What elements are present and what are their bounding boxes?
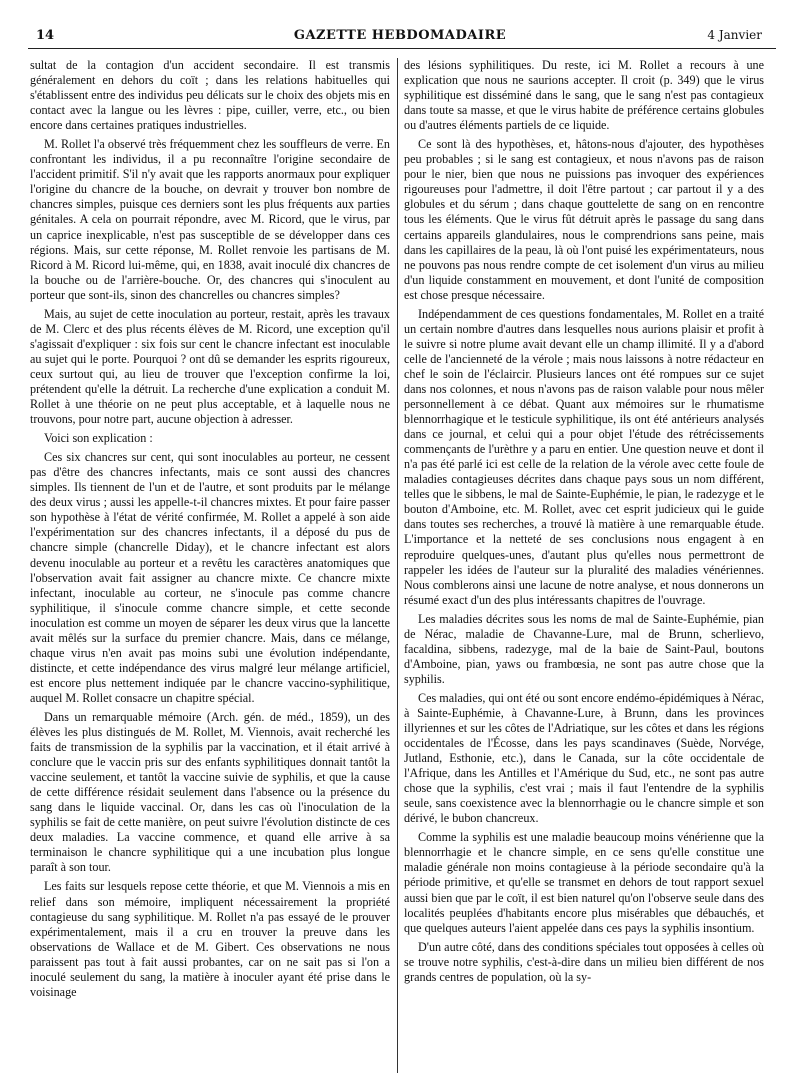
paragraph: Indépendamment de ces questions fondamentales, M. Rollet en a traité un certain nombre d'autres dans lesquelles nous aurions plaisir et profit à le suivre si notre plume avait devant elle un champ illimité. Il y a d'abord celle de l'ancienneté de la vérole ; mais nous laissons à notre rédacteur en chef le soin de l'éclaircir. Plusieurs lances ont été rompues sur ce sujet dans nos colonnes, et nous n'avons pas de raison valable pour nous mêler personnellement à ce débat. Quant aux mémoires sur le rhumatisme blennorrhagique et le testicule syphilitique, ils ont été antérieurs analysés dans ce journal, et celui qui a pour objet l'étude des rétrécissements commençants de l'urèthre y a paru en entier. Une question neuve et dont il n'a pas été parlé ici est celle de la relation de la vérole avec cette foule de maladies contagieuses décrites dans chaque pays sous un nom différent, telles que le sibbens, le mal de Sainte-Euphémie, le pian, le radezyge et le bouton d'Amboine, etc. M. Rollet, avec cet esprit judicieux qui le guide dans toutes ses recherches, a trouvé là matière à une remarquable étude. L'importance et la netteté de ses conclusions nous engagent à en reproduire quelques-unes, d'autant plus qu'elles nous permettront de rappeler les idées de l'auteur sur la pluralité des maladies vénériennes. Nous comblerons ainsi une lacune de notre analyse, et nous donnerons un résumé exact d'un des plus intéressants chapitres de l'ouvrage. bbox=[404, 306, 764, 607]
paragraph: Ces six chancres sur cent, qui sont inoculables au porteur, ne cessent pas d'être des chancres infectants, mais ce sont aussi des chancres simples. Ils tiennent de l'un et de l'autre, et sont produits par le mélange des deux virus ; aussi les appelle-t-il chancres mixtes. Et pour faire passer son hypothèse à l'état de vérité confirmée, M. Rollet a appelé à son aide l'expérimentation sur des chancres infectants, il a déposé du pus de chancre simple (chancrelle Diday), et le chancre infectant est alors devenu inoculable au porteur et a revêtu les caractères anatomiques que l'observation avait fait assigner au chancre mixte. Ce chancre mixte infectant, inoculable au corteur, ne s'inocule pas comme chancre syphilitique, il s'inocule comme chancre simple, et cette seconde inoculation est comme un moyen de séparer les deux virus que la lancette avait mêlés sur la surface du premier chancre. Mais, dans ce mélange, chaque virus n'en avait pas moins subi une évolution indépendante, distincte, et cette indépendance des virus malgré leur mélange artificiel, est encore plus nettement indiquée par le chancre vaccino-syphilitique, auquel M. Rollet consacre un chapitre spécial. bbox=[30, 450, 390, 705]
left-column bbox=[30, 58, 390, 1078]
paragraph: sultat de la contagion d'un accident secondaire. Il est transmis généralement en dehors du coït ; dans les relations habituelles qui s'établissent entre des individus peu délicats sur le choix des objets mis en contact avec la langue ou les lèvres : pipe, cuiller, verre, etc., ou bien encore dans certaines pratiques industrielles. bbox=[30, 58, 390, 133]
header-rule bbox=[28, 48, 776, 49]
paragraph: Les faits sur lesquels repose cette théorie, et que M. Viennois a mis en relief dans son mémoire, impliquent nécessairement la propriété contagieuse du sang syphilitique. M. Rollet n'a pas essayé de le prouver expérimentalement, mais il a cru en trouver la preuve dans les observations de Wallace et de M. Gibert. Ces observations ne nous paraissent pas tout à fait aussi probantes, car on ne sait pas si l'on a inoculé seulement du sang, la matière à inoculer ayant été prise dans le voisinage bbox=[30, 879, 390, 999]
issue-date: 4 Janvier bbox=[707, 28, 762, 42]
journal-title: GAZETTE HEBDOMADAIRE bbox=[293, 28, 507, 43]
paragraph: Ce sont là des hypothèses, et, hâtons-nous d'ajouter, des hypothèses peu probables ; si le sang est contagieux, et nous n'avons pas de raison pour le nier, bien que nous ne puissions pas invoquer des expériences rigoureuses pour l'admettre, il doit l'être partout ; car partout il y a des globules et du sérum ; dans chaque gouttelette de sang on en rencontre tous les éléments. Que le virus fût détruit après le passage du sang dans certains appareils glandulaires, nous le comprendrions sans peine, mais dans les capillaires de la peau, là où l'ont puisé les expérimentateurs, nous ne pouvons pas nous rendre compte de cet isolement d'un virus au milieu d'un liquide constamment en mouvement, et dont l'unité de composition est chose presque nécessaire. bbox=[404, 137, 764, 302]
paragraph: M. Rollet l'a observé très fréquemment chez les souffleurs de verre. En confrontant les individus, il a pu reconnaître l'origine secondaire de l'accident primitif. S'il n'y avait que les rapports anormaux pour expliquer l'origine du chancre de la bouche, on devrait y trouver bon nombre de chancres simples, puisque ces derniers sont les plus fréquents aux parties génitales. A cela on pourrait répondre, avec M. Ricord, que le virus, par un caprice inexplicable, n'est pas susceptible de se développer dans ces régions. Mais, sur cette réponse, M. Rollet renvoie les partisans de M. Ricord à M. Ricord lui-même, qui, en 1838, avait inoculé dix chancres de la bouche ou de l'arrière-bouche. Or, des chancres qui s'inoculent au porteur que sont-ils, sinon des chancrelles ou chancres simples? bbox=[30, 137, 390, 302]
page-header bbox=[18, 26, 782, 46]
paragraph: Dans un remarquable mémoire (Arch. gén. de méd., 1859), un des élèves les plus distingués de M. Rollet, M. Viennois, avait recherché les faits de transmission de la syphilis par la vaccination, et il était arrivé à conclure que le vaccin pris sur des enfants syphilitiques donnait tantôt la vaccine seulement, et tantôt la vaccine suivie de syphilis, et que la cause de cette différence résidait seulement dans l'absence ou la présence du sang dans le liquide vaccinal. Or, dans les cas où l'inoculation de la syphilis se fait de cette manière, on peut suivre l'évolution distincte de ces deux maladies. La vaccine commence, et quand elle arrive à sa terminaison le chancre syphilitique qui a une incubation plus longue paraît à son tour. bbox=[30, 709, 390, 875]
paragraph: des lésions syphilitiques. Du reste, ici M. Rollet a recours à une explication que nous ne saurions accepter. Il croit (p. 349) que le virus syphilitique est disséminé dans le sang, que le sang n'est pas contagieux dans toute sa masse, et que le virus habite de préférence certains globules ou d'autres éléments partiels de ce liquide. bbox=[404, 58, 764, 133]
right-column bbox=[404, 58, 764, 1078]
paragraph: Ces maladies, qui ont été ou sont encore endémo-épidémiques à Nérac, à Sainte-Euphémie, à Chavanne-Lure, à Brunn, dans les provinces illyriennes et sur les côtes de l'Adriatique, sur les côtes et dans les régions occidentales de l'Écosse, dans les pays scandinaves (Suède, Norvége, Jutland, Esthonie, etc.), dans le Canada, sur la côte occidentale de l'Afrique, dans les Antilles et l'Amérique du Sud, etc., ne sont pas autre chose que la syphilis, c'est vrai ; mais il faut l'entendre de la syphilis seule, sans coexistence avec la blennorrhagie ou le chancre simple et son dérivé, le bubon chancreux. bbox=[404, 690, 764, 826]
paragraph: Mais, au sujet de cette inoculation au porteur, restait, après les travaux de M. Clerc et des plus récents élèves de M. Ricord, une exception qu'il s'agissait d'expliquer : six fois sur cent le chancre infectant est inoculable au sujet qui le porte. Pourquoi ? ont dû se demander les esprits rigoureux, ceux surtout qui, au lieu de trouver que l'exception confirme la loi, prétendent qu'elle la détruit. La recherche d'une explication a conduit M. Rollet à une théorie on ne peut plus acceptable, et à laquelle nous ne trouvons, pour notre part, aucune objection à adresser. bbox=[30, 306, 390, 427]
column-divider bbox=[397, 58, 398, 1073]
paragraph: Comme la syphilis est une maladie beaucoup moins vénérienne que la blennorrhagie et le chancre simple, en ce sens qu'elle constitue une maladie générale non moins contagieuse à la période secondaire qu'à la période primitive, et qu'elle se transmet en dehors de tout rapport sexuel aussi bien que par le coït, il est bien naturel qu'on l'observe seule dans des localités peuplées d'habitants encore plus misérables que débauchés, et que quelques auteurs l'aient appelée dans ces pays la syphilis insontium. bbox=[404, 830, 764, 935]
paragraph: D'un autre côté, dans des conditions spéciales tout opposées à celles où se trouve notre syphilis, c'est-à-dire dans un milieu bien différent de nos grands centres de population, où la sy- bbox=[404, 939, 764, 984]
paragraph: Voici son explication : bbox=[44, 431, 153, 446]
page-number: 14 bbox=[36, 28, 55, 43]
paragraph: Les maladies décrites sous les noms de mal de Sainte-Euphémie, pian de Nérac, maladie de Chavanne-Lure, mal de Brunn, scherlievo, facaldina, sibbens, radezyge, mal de la baie de Saint-Paul, boutons d'Amboine, pian, yaws ou frambœsia, ne sont pas autre chose que la syphilis. bbox=[404, 611, 764, 686]
